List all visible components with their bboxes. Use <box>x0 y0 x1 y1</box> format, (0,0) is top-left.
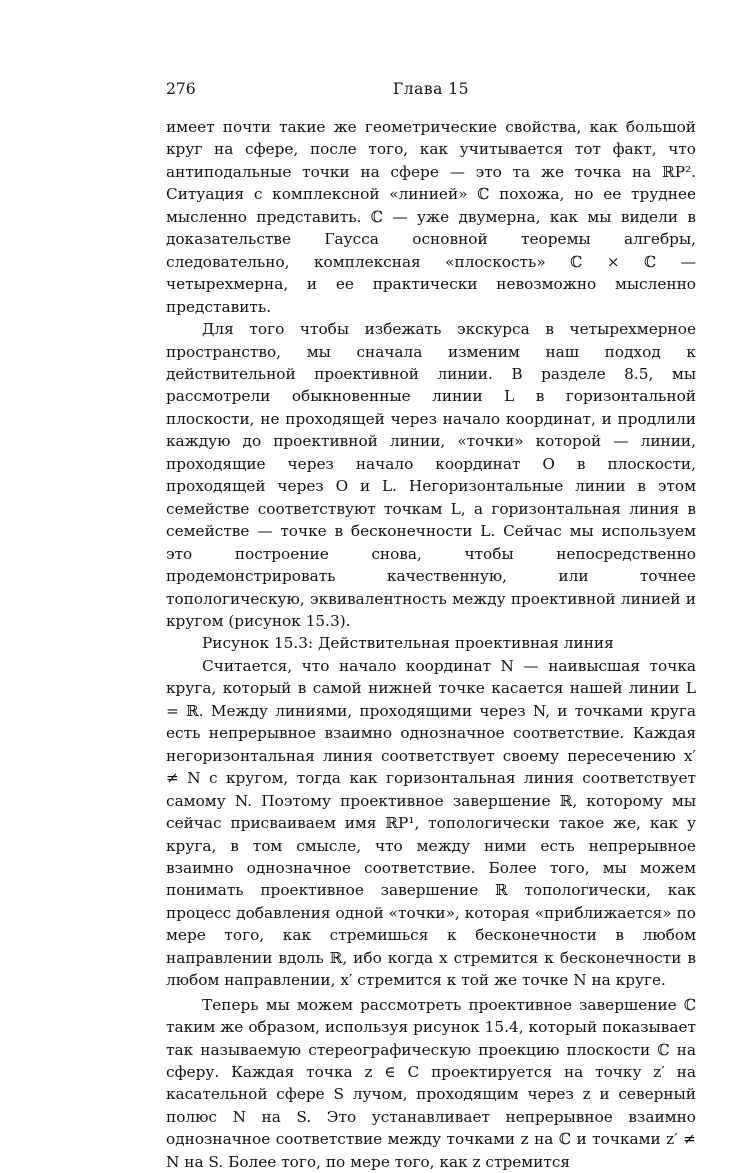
paragraph-3: Считается, что начало координат N — наивысшая точка круга, который в самой нижней точке касается нашей линии L = ℝ. Между линиями, проходящими через N, и точками круга есть непрерывное взаимно однозначное соответствие. Каждая негоризонтальная линия соответствует своему пересечению x′ ≠ N с кругом, тогда как горизонтальная линия соответствует самому N. Поэтому проективное завершение ℝ, которому мы сейчас присваиваем имя ℝP¹, топологически такое же, как у круга, в том смысле, что между ними есть непрерывное взаимно однозначное соответствие. Более того, мы можем понимать проективное завершение ℝ топологически, как процесс добавления одной «точки», которая «приближается» по мере того, как стремишься к бесконечности в любом направлении вдоль ℝ, ибо когда x стремится к бесконечности в любом направлении, x′ стремится к той же точке N на круге. <box>166 656 696 990</box>
page-number: 276 <box>166 80 196 98</box>
chapter-title: Глава 15 <box>393 80 469 98</box>
figure-caption: Рисунок 15.3: Действительная проективная линия <box>202 634 614 653</box>
paragraph-1: имеет почти такие же геометрические свойства, как большой круг на сфере, после того, как учитывается тот факт, что антиподальные точки на сфере — это та же точка на ℝP². Ситуация с комплексной «линией» ℂ похожа, но ее труднее мысленно представить. ℂ — уже двумерна, как мы видели в доказательстве Гаусса основной теоремы алгебры, следовательно, комплексная «плоскость» ℂ × ℂ — четырехмерна, и ее практически невозможно мысленно представить. <box>166 118 696 316</box>
paragraph-2: Для того чтобы избежать экскурса в четырехмерное пространство, мы сначала изменим наш подход к действительной проективной линии. В разделе 8.5, мы рассмотрели обыкновенные линии L в горизонтальной плоскости, не проходящей через начало координат, и продлили каждую до проективной линии, «точки» которой — линии, проходящие через начало координат O в плоскости, проходящей через O и L. Негоризонтальные линии в этом семействе соответствуют точкам L, а горизонтальная линия в семействе — точке в бесконечности L. Сейчас мы используем это построение снова, чтобы непосредственно продемонстрировать качественную, или точнее топологическую, эквивалентность между проективной линией и кругом (рисунок 15.3). <box>166 320 696 630</box>
page-header <box>166 80 696 102</box>
body-text <box>166 116 696 1173</box>
paragraph-4: Теперь мы можем рассмотреть проективное завершение ℂ таким же образом, используя рисунок 15.4, который показывает так называемую стереографическую проекцию плоскости ℂ на сферу. Каждая точка z ∈ C проектируется на точку z′ на касательной сфере S лучом, проходящим через z и северный полюс N на S. Это устанавливает непрерывное взаимно однозначное соответствие между точками z на ℂ и точками z′ ≠ N на S. Более того, по мере того, как z стремится <box>166 995 696 1171</box>
